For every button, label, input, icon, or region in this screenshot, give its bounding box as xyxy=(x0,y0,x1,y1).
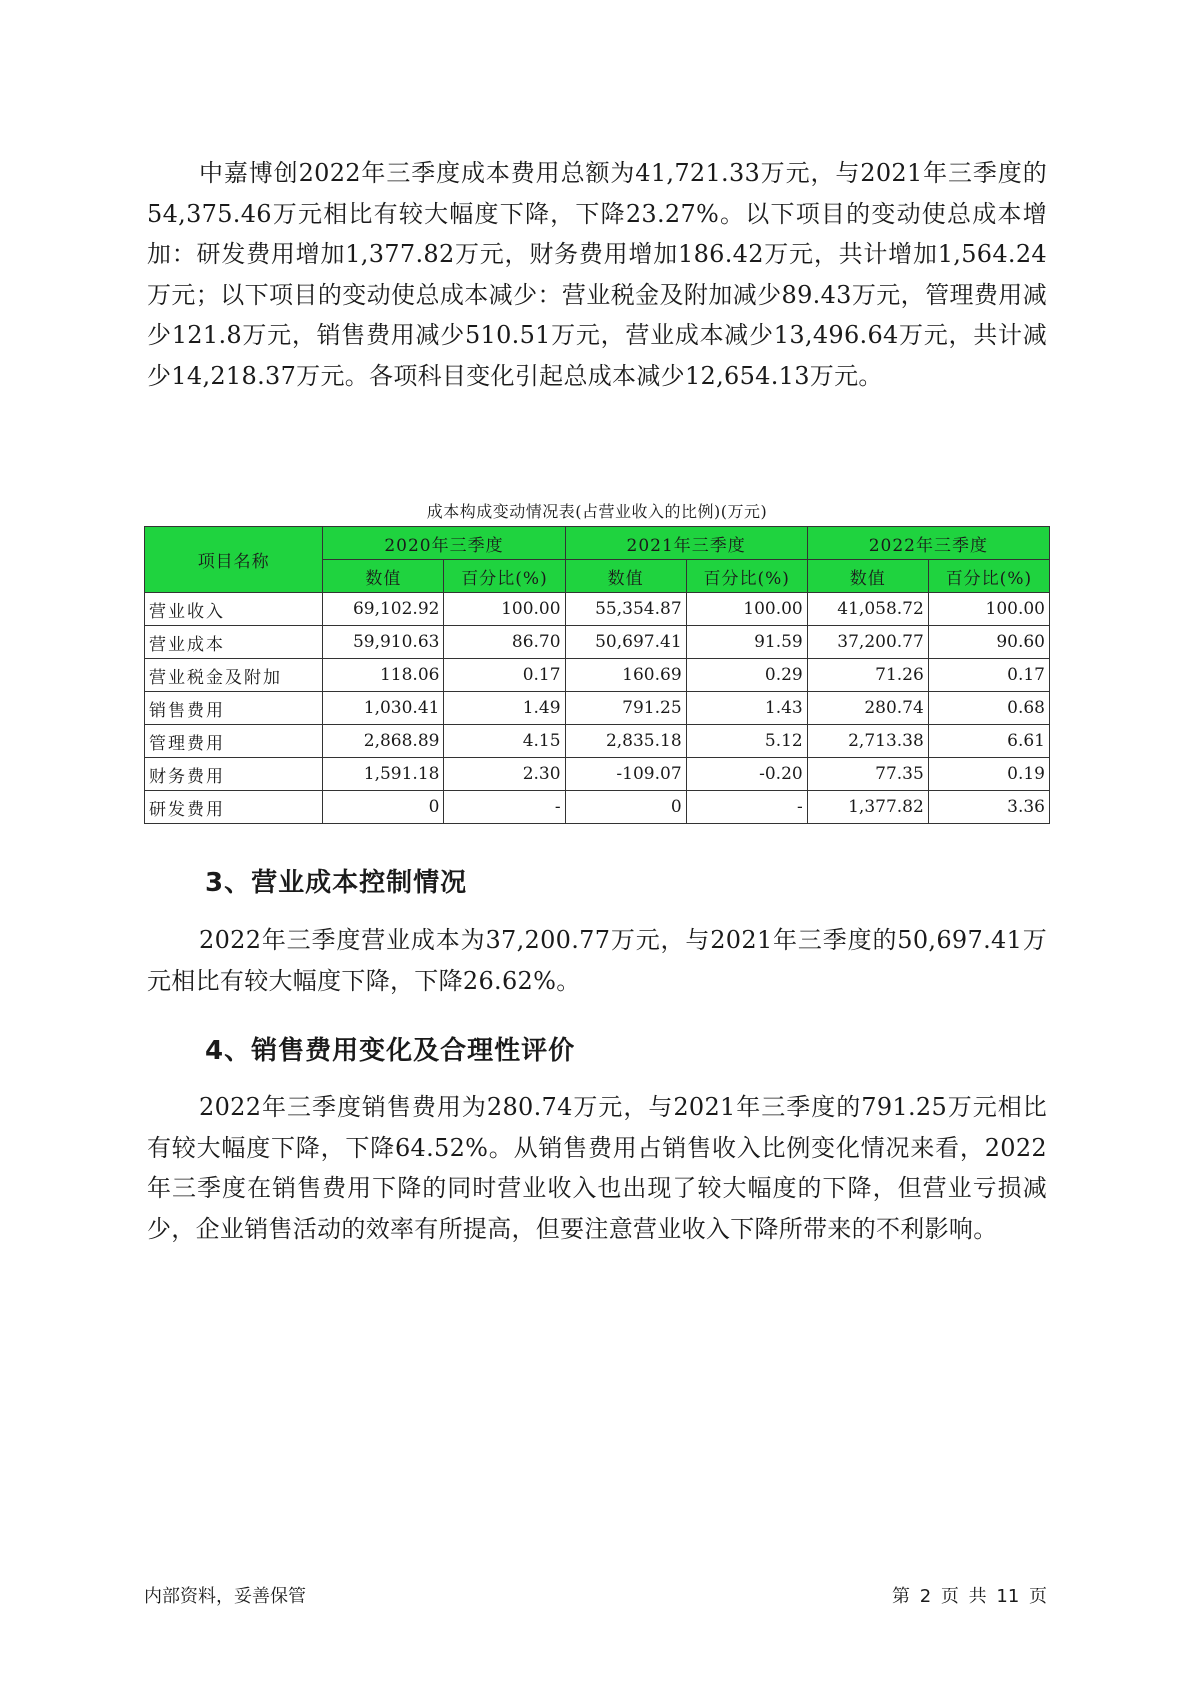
cell-percent: 100.00 xyxy=(928,593,1049,626)
paragraph-sales-expense: 2022年三季度销售费用为280.74万元，与2021年三季度的791.25万元相比有较大幅度下降，下降64.52%。从销售费用占销售收入比例变化情况来看，2022年三季度在销售费用下降的同时营业收入也出现了较大幅度的下降，但营业亏损减少，企业销售活动的效率有所提高，但要注意营业收入下降所带来的不利影响。 xyxy=(147,1093,1047,1243)
cell-value: 118.06 xyxy=(323,659,444,692)
header-value: 数值 xyxy=(323,560,444,593)
cell-value: 1,591.18 xyxy=(323,758,444,791)
cell-percent: 0.17 xyxy=(928,659,1049,692)
cell-value: -109.07 xyxy=(565,758,686,791)
header-value: 数值 xyxy=(807,560,928,593)
cell-percent: 5.12 xyxy=(686,725,807,758)
table-caption: 成本构成变动情况表(占营业收入的比例)(万元) xyxy=(426,502,768,521)
cell-percent: 0.68 xyxy=(928,692,1049,725)
paragraph-operating-cost: 2022年三季度营业成本为37,200.77万元，与2021年三季度的50,697.41万元相比有较大幅度下降，下降26.62%。 xyxy=(147,926,1047,995)
cell-value: 0 xyxy=(565,791,686,824)
row-label: 研发费用 xyxy=(145,791,323,824)
cell-percent: 3.36 xyxy=(928,791,1049,824)
cell-value: 0 xyxy=(323,791,444,824)
cell-value: 1,377.82 xyxy=(807,791,928,824)
cell-value: 2,713.38 xyxy=(807,725,928,758)
cell-value: 37,200.77 xyxy=(807,626,928,659)
row-label: 销售费用 xyxy=(145,692,323,725)
row-label: 营业收入 xyxy=(145,593,323,626)
table-row xyxy=(145,791,1050,824)
paragraph-cost-summary: 中嘉博创2022年三季度成本费用总额为41,721.33万元，与2021年三季度的54,375.46万元相比有较大幅度下降，下降23.27%。以下项目的变动使总成本增加：研发费用增加1,377.82万元，财务费用增加186.42万元，共计增加1,564.24万元；以下项目的变动使总成本减少：营业税金及附加减少89.43万元，管理费用减少121.8万元，销售费用减少510.51万元，营业成本减少13,496.64万元，共计减少14,218.37万元。各项科目变化引起总成本减少12,654.13万元。 xyxy=(147,159,1047,390)
section-heading-sales-expense: 4、销售费用变化及合理性评价 xyxy=(205,1036,576,1066)
cell-percent: 0.29 xyxy=(686,659,807,692)
header-percent: 百分比(%) xyxy=(444,560,565,593)
cell-percent: 100.00 xyxy=(686,593,807,626)
cell-percent: 6.61 xyxy=(928,725,1049,758)
cell-value: 77.35 xyxy=(807,758,928,791)
cell-percent: -0.20 xyxy=(686,758,807,791)
footer-page-number: 第 2 页 共 11 页 xyxy=(892,1586,1047,1607)
table-row xyxy=(145,593,1050,626)
cell-percent: - xyxy=(444,791,565,824)
cell-percent: 0.19 xyxy=(928,758,1049,791)
cell-value: 50,697.41 xyxy=(565,626,686,659)
footer-confidential-note: 内部资料，妥善保管 xyxy=(144,1586,306,1607)
cost-structure-table xyxy=(144,526,1050,824)
cell-percent: 90.60 xyxy=(928,626,1049,659)
cell-value: 69,102.92 xyxy=(323,593,444,626)
row-label: 财务费用 xyxy=(145,758,323,791)
header-percent: 百分比(%) xyxy=(928,560,1049,593)
table-row xyxy=(145,758,1050,791)
cell-value: 1,030.41 xyxy=(323,692,444,725)
cell-value: 71.26 xyxy=(807,659,928,692)
cell-percent: 1.43 xyxy=(686,692,807,725)
row-label: 营业税金及附加 xyxy=(145,659,323,692)
section-heading-cost-control: 3、营业成本控制情况 xyxy=(205,868,468,898)
cell-percent: 86.70 xyxy=(444,626,565,659)
header-percent: 百分比(%) xyxy=(686,560,807,593)
cell-value: 2,835.18 xyxy=(565,725,686,758)
header-item-name: 项目名称 xyxy=(145,527,323,593)
cell-percent: 1.49 xyxy=(444,692,565,725)
cell-value: 41,058.72 xyxy=(807,593,928,626)
table-header-row-periods xyxy=(145,527,1050,560)
cell-value: 280.74 xyxy=(807,692,928,725)
header-period-2022: 2022年三季度 xyxy=(807,527,1049,560)
table-body xyxy=(145,593,1050,824)
row-label: 管理费用 xyxy=(145,725,323,758)
table-row xyxy=(145,725,1050,758)
header-period-2020: 2020年三季度 xyxy=(323,527,565,560)
table-row xyxy=(145,626,1050,659)
cell-value: 55,354.87 xyxy=(565,593,686,626)
cell-percent: - xyxy=(686,791,807,824)
cell-value: 2,868.89 xyxy=(323,725,444,758)
header-period-2021: 2021年三季度 xyxy=(565,527,807,560)
cell-percent: 2.30 xyxy=(444,758,565,791)
cell-value: 59,910.63 xyxy=(323,626,444,659)
table-row xyxy=(145,692,1050,725)
cell-percent: 0.17 xyxy=(444,659,565,692)
cell-percent: 91.59 xyxy=(686,626,807,659)
row-label: 营业成本 xyxy=(145,626,323,659)
cell-value: 160.69 xyxy=(565,659,686,692)
cell-percent: 4.15 xyxy=(444,725,565,758)
cell-percent: 100.00 xyxy=(444,593,565,626)
header-value: 数值 xyxy=(565,560,686,593)
cell-value: 791.25 xyxy=(565,692,686,725)
table-row xyxy=(145,659,1050,692)
